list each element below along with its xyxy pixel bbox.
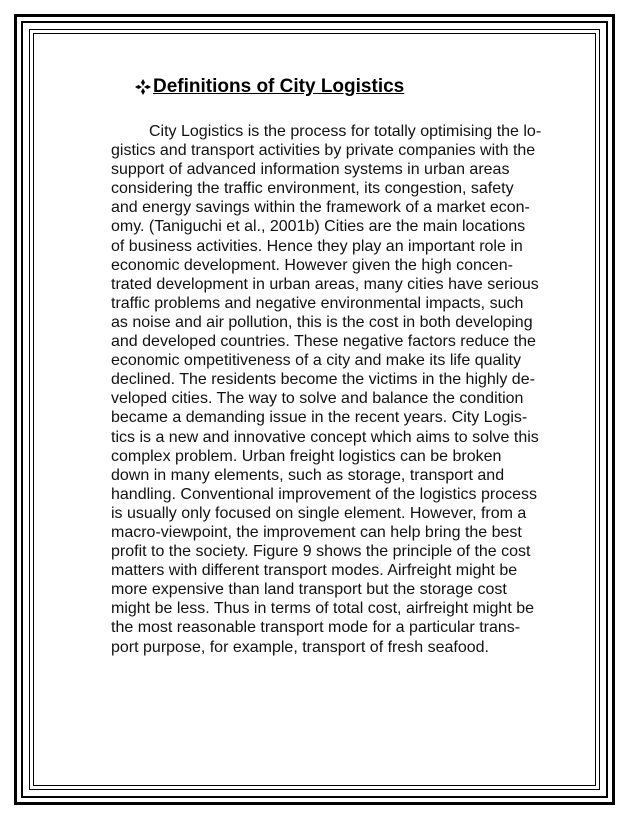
paragraph-line: port purpose, for example, transport of fresh seafood. (111, 638, 489, 656)
paragraph-line: matters with different transport modes. Airfreight might be (111, 562, 518, 580)
document-content (111, 76, 563, 657)
paragraph-line: economic development. However given the high concen- (111, 256, 514, 274)
paragraph-line: as noise and air pollution, this is the cost in both developing (111, 313, 533, 331)
paragraph-line: considering the traffic environment, its congestion, safety (111, 180, 514, 198)
paragraph-line: omy. (Taniguchi et al., 2001b) Cities are the main locations (111, 218, 526, 236)
paragraph-line: and energy savings within the framework of a market econ- (111, 199, 530, 217)
paragraph-line: economic ompetitiveness of a city and make its life quality (111, 352, 521, 370)
paragraph-line: trated development in urban areas, many cities have serious (111, 275, 539, 293)
paragraph-line: became a demanding issue in the recent years. City Logis- (111, 409, 528, 427)
paragraph-line: more expensive than land transport but the storage cost (111, 581, 507, 599)
paragraph-line: complex problem. Urban freight logistics can be broken (111, 447, 502, 465)
paragraph-line: traffic problems and negative environmental impacts, such (111, 294, 524, 312)
paragraph-line: of business activities. Hence they play an important role in (111, 237, 523, 255)
body-paragraph (111, 122, 563, 657)
paragraph-line: down in many elements, such as storage, transport and (111, 466, 505, 484)
paragraph-line: and developed countries. These negative factors reduce the (111, 333, 536, 351)
heading-title: Definitions of City Logistics (153, 76, 405, 97)
paragraph-line: veloped cities. The way to solve and balance the condition (111, 390, 524, 408)
paragraph-line: support of advanced information systems in urban areas (111, 161, 510, 179)
paragraph-line: might be less. Thus in terms of total cost, airfreight might be (111, 600, 534, 618)
diamond-bullet-icon (135, 79, 151, 95)
paragraph-line: the most reasonable transport mode for a particular trans- (111, 619, 521, 637)
paragraph-line: tics is a new and innovative concept which aims to solve this (111, 428, 539, 446)
paragraph-line: City Logistics is the process for totally optimising the lo- (149, 123, 542, 140)
paragraph-line: profit to the society. Figure 9 shows the principle of the cost (111, 543, 531, 561)
paragraph-line: declined. The residents become the victims in the highly de- (111, 371, 535, 389)
paragraph-line: is usually only focused on single element. However, from a (111, 504, 527, 522)
paragraph-line: macro-viewpoint, the improvement can help bring the best (111, 523, 522, 541)
paragraph-line: handling. Conventional improvement of the logistics process (111, 485, 538, 503)
section-heading (135, 76, 563, 98)
paragraph-line: gistics and transport activities by private companies with the (111, 142, 536, 160)
